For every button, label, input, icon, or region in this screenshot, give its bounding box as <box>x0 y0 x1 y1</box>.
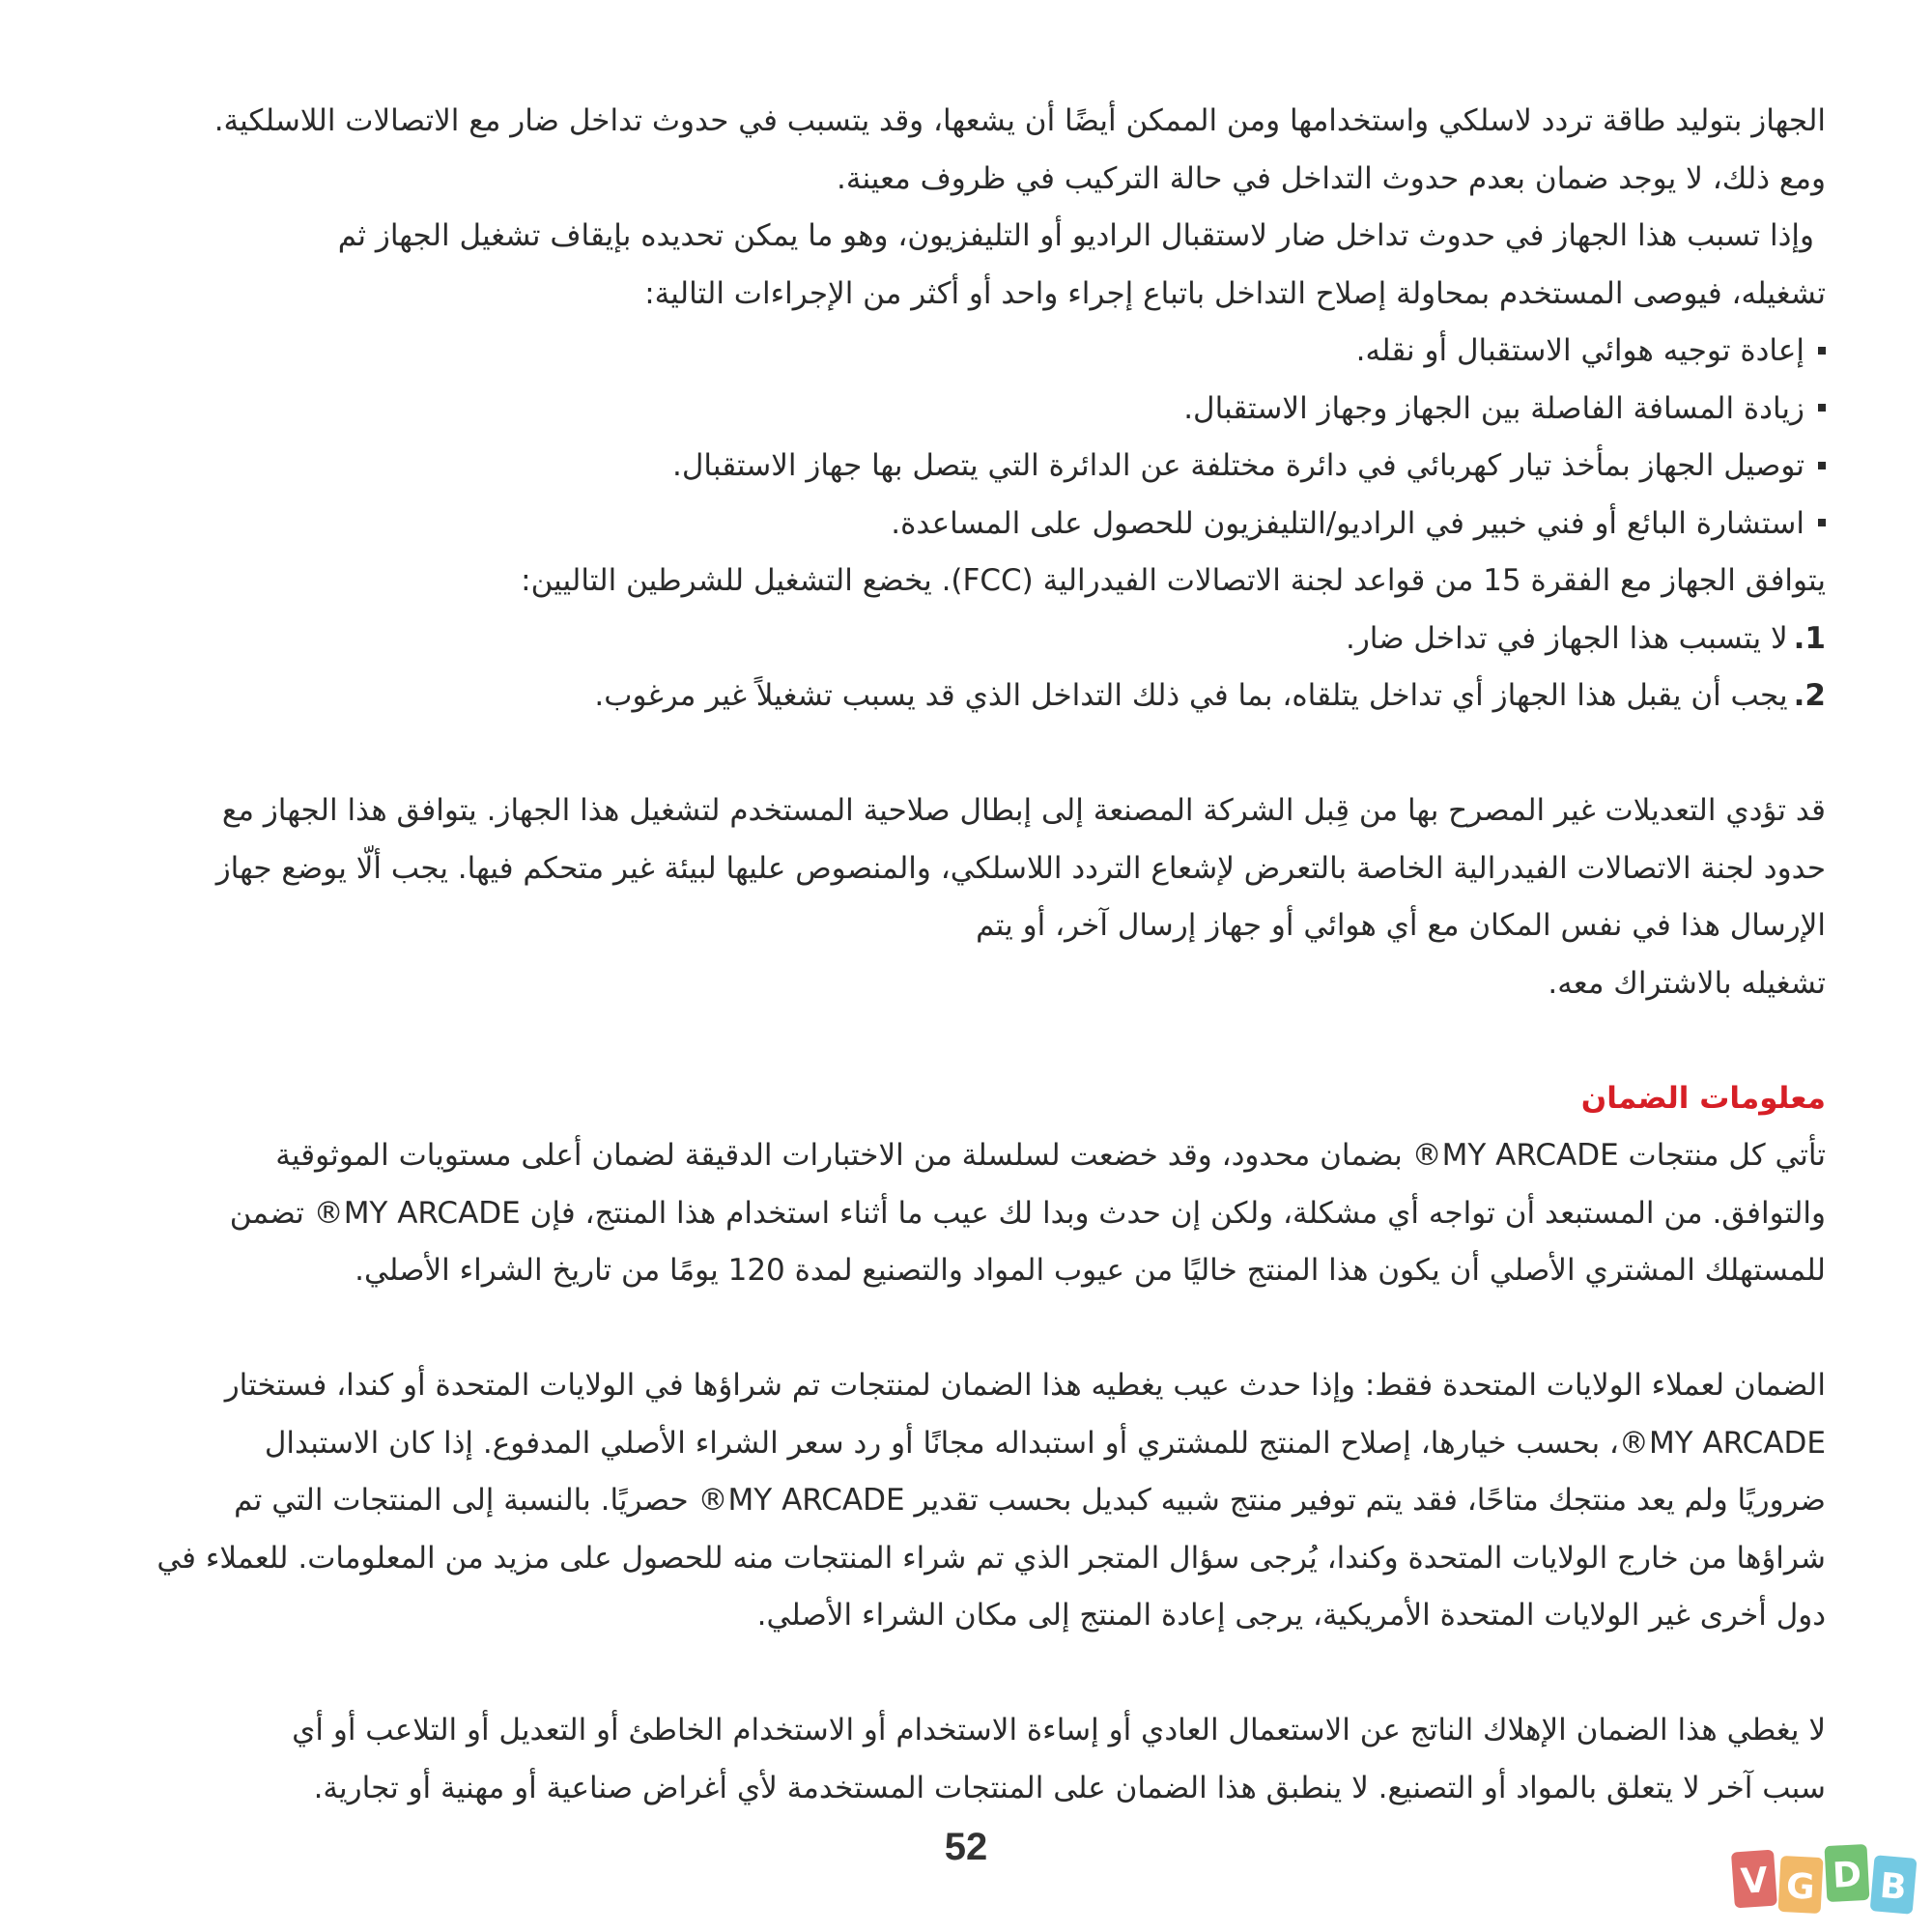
list-item-text: إعادة توجيه هوائي الاستقبال أو نقله. <box>1355 333 1804 368</box>
manual-page <box>116 93 1826 1817</box>
list-item-text: استشارة البائع أو فني خبير في الراديو/التليفزيون للحصول على المساعدة. <box>891 505 1804 541</box>
modification-line: الإرسال هذا في نفس المكان مع أي هوائي أو جهاز إرسال آخر، أو يتم <box>976 908 1826 943</box>
svg-text:G: G <box>1785 1866 1816 1908</box>
page-number: 52 <box>944 1826 988 1868</box>
warranty-line: والتوافق. من المستبعد أن تواجه أي مشكلة، ولكن إن حدث وبدا لك عيب ما أثناء استخدام هذا المنتج، فإن MY ARCADE® تضمن <box>229 1195 1826 1231</box>
us-warranty-line: ضروريًا ولم يعد منتجك متاحًا، فقد يتم توفير منتج شبيه كبديل بحسب تقدير MY ARCADE® حصريًا. بالنسبة إلى المنتجات التي تم <box>234 1483 1826 1518</box>
watermark-letter-b <box>1870 1855 1918 1915</box>
warranty-heading: معلومات الضمان <box>1580 1080 1826 1116</box>
warranty-paragraph <box>116 1127 1826 1300</box>
us-warranty-line: دول أخرى غير الولايات المتحدة الأمريكية، يرجى إعادة المنتج إلى مكان الشراء الأصلي. <box>756 1598 1826 1633</box>
watermark-letter-g <box>1778 1856 1824 1914</box>
fcc-conditions-list <box>116 611 1826 725</box>
paragraph-gap <box>116 725 1826 783</box>
intro-paragraph <box>116 93 1826 323</box>
list-item <box>116 438 1826 496</box>
us-warranty-paragraph <box>116 1357 1826 1645</box>
exclusion-line: سبب آخر لا يتعلق بالمواد أو التصنيع. لا ينطبق هذا الضمان على المنتجات المستخدمة لأي أغراض صناعية أو مهنية أو تجارية. <box>313 1770 1826 1805</box>
bullet-square-icon <box>1818 404 1826 412</box>
exclusion-line: لا يغطي هذا الضمان الإهلاك الناتج عن الاستعمال العادي أو إساءة الاستخدام أو الاستخدام الخاطئ أو التعديل أو التلاعب أو أي <box>292 1713 1826 1747</box>
interference-measures-list <box>116 323 1826 553</box>
intro-line: الجهاز بتوليد طاقة تردد لاسلكي واستخدامها ومن الممكن أيضًا أن يشعها، وقد يتسبب في حدوث تداخل ضار مع الاتصالات اللاسلكية. <box>213 103 1826 138</box>
exclusion-paragraph <box>116 1702 1826 1817</box>
watermark-letter-d <box>1824 1844 1869 1902</box>
us-warranty-line: الضمان لعملاء الولايات المتحدة فقط: وإذا حدث عيب يغطيه هذا الضمان لمنتجات تم شراؤها في الولايات المتحدة أو كندا، فستختار <box>224 1368 1826 1403</box>
list-item-text: توصيل الجهاز بمأخذ تيار كهربائي في دائرة مختلفة عن الدائرة التي يتصل بها جهاز الاستقبال. <box>672 448 1804 483</box>
list-item <box>116 381 1826 439</box>
svg-text:V: V <box>1739 1861 1770 1902</box>
paragraph-gap <box>116 1645 1826 1703</box>
warranty-line: للمستهلك المشتري الأصلي أن يكون هذا المنتج خاليًا من عيوب المواد والتصنيع لمدة 120 يومًا من تاريخ الشراء الأصلي. <box>355 1253 1826 1288</box>
vgdb-watermark-logo <box>1729 1835 1922 1922</box>
modification-paragraph <box>116 782 1826 1012</box>
modification-line: تشغيله بالاشتراك معه. <box>1548 965 1826 1001</box>
svg-text:D: D <box>1832 1855 1863 1896</box>
intro-line: تشغيله، فيوصى المستخدم بمحاولة إصلاح التداخل باتباع إجراء واحد أو أكثر من الإجراءات التالية: <box>644 275 1826 311</box>
modification-line: حدود لجنة الاتصالات الفيدرالية الخاصة بالتعرض لإشعاع التردد اللاسلكي، والمنصوص عليها لبيئة غير متحكم فيها. يجب ألّا يوضع جهاز <box>215 850 1826 886</box>
list-item <box>116 496 1826 554</box>
watermark-letter-v <box>1731 1850 1777 1909</box>
condition-number: 1. <box>1793 620 1826 656</box>
condition-item <box>116 668 1826 725</box>
modification-line: قد تؤدي التعديلات غير المصرح بها من قِبل الشركة المصنعة إلى إبطال صلاحية المستخدم لتشغيل هذا الجهاز. يتوافق هذا الجهاز مع <box>221 793 1826 828</box>
bullet-square-icon <box>1818 519 1826 526</box>
condition-number: 2. <box>1793 678 1826 713</box>
list-item <box>116 323 1826 381</box>
condition-item <box>116 611 1826 668</box>
condition-text: يجب أن يقبل هذا الجهاز أي تداخل يتلقاه، بما في ذلك التداخل الذي قد يسبب تشغيلاً غير مرغوب. <box>594 678 1788 713</box>
intro-line: وإذا تسبب هذا الجهاز في حدوث تداخل ضار لاستقبال الراديو أو التليفزيون، وهو ما يمكن تحديده بإيقاف تشغيل الجهاز ثم <box>337 218 1814 253</box>
us-warranty-line: MY ARCADE®، بحسب خيارها، إصلاح المنتج للمشتري أو استبداله مجانًا أو رد سعر الشراء الأصلي المدفوع. إذا كان الاستبدال <box>264 1425 1826 1461</box>
fcc-compliance-line: يتوافق الجهاز مع الفقرة 15 من قواعد لجنة الاتصالات الفيدرالية (FCC). يخضع التشغيل للشرطين التاليين: <box>521 563 1826 598</box>
intro-line: ومع ذلك، لا يوجد ضمان بعدم حدوث التداخل في حالة التركيب في ظروف معينة. <box>836 160 1826 196</box>
paragraph-gap <box>116 1300 1826 1358</box>
list-item-text: زيادة المسافة الفاصلة بين الجهاز وجهاز الاستقبال. <box>1183 390 1804 426</box>
bullet-square-icon <box>1818 347 1826 355</box>
us-warranty-line: شراؤها من خارج الولايات المتحدة وكندا، يُرجى سؤال المتجر الذي تم شراء المنتجات منه للحصول على مزيد من المعلومات. للعملاء في <box>156 1540 1826 1576</box>
paragraph-gap <box>116 1012 1826 1070</box>
bullet-square-icon <box>1818 462 1826 469</box>
warranty-line: تأتي كل منتجات MY ARCADE® بضمان محدود، وقد خضعت لسلسلة من الاختبارات الدقيقة لضمان أعلى مستويات الموثوقية <box>275 1138 1826 1173</box>
svg-text:B: B <box>1878 1865 1909 1909</box>
condition-text: لا يتسبب هذا الجهاز في تداخل ضار. <box>1345 620 1788 656</box>
